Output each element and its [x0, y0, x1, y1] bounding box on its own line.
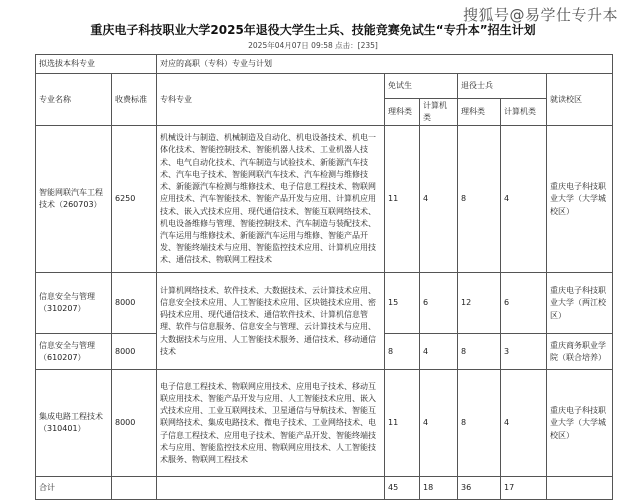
- exempt-science: 11: [385, 126, 420, 273]
- total-exempt-computer: 18: [420, 477, 458, 500]
- exempt-science: 8: [385, 334, 420, 370]
- veteran-computer: 4: [501, 370, 547, 477]
- table-row: [36, 126, 613, 273]
- exempt-science: 11: [385, 370, 420, 477]
- veteran-science: 8: [458, 334, 501, 370]
- total-label: 合计: [36, 477, 112, 500]
- total-exempt-science: 45: [385, 477, 420, 500]
- header-campus: 就读校区: [547, 74, 613, 126]
- enrollment-plan-table: [35, 54, 613, 500]
- exempt-science: 15: [385, 273, 420, 334]
- post-meta: 2025年04月07日 09:58 点击：[235]: [248, 41, 378, 50]
- veteran-science: 12: [458, 273, 501, 334]
- total-campus: [547, 477, 613, 500]
- column-header-row: [36, 74, 613, 99]
- total-row: [36, 477, 613, 500]
- header-major-name: 专业名称: [36, 74, 112, 126]
- header-exempt-science: 理科类: [385, 99, 420, 126]
- vocational-majors: 电子信息工程技术、物联网应用技术、应用电子技术、移动互联应用技术、智能产品开发与应用、人工智能技术应用、嵌入式技术应用、工业互联网技术、卫星通信与导航技术、智能互联网络技术、集成电路技术、微电子技术、工业网络技术、电子信息工程技术、应用电子技术、智能产品开发、智能终端技术与应用、智能监控技术应用、物联网应用技术、人工智能技术服务、物联网工程技术: [157, 370, 385, 477]
- exempt-computer: 6: [420, 273, 458, 334]
- major-name: 信息安全与管理（310207）: [36, 273, 112, 334]
- header-fee: 收费标准: [112, 74, 157, 126]
- veteran-computer: 3: [501, 334, 547, 370]
- veteran-science: 8: [458, 126, 501, 273]
- header-exempt-computer: 计算机类: [420, 99, 458, 126]
- campus: 重庆电子科技职业大学（大学城校区）: [547, 126, 613, 273]
- header-vocational: 对应的高职（专科）专业与计划: [157, 55, 613, 74]
- exempt-computer: 4: [420, 126, 458, 273]
- group-header-row: [36, 55, 613, 74]
- vocational-majors: 计算机网络技术、软件技术、大数据技术、云计算技术应用、信息安全技术应用、人工智能技术应用、区块链技术应用、密码技术应用、现代通信技术、通信软件技术、计算机信息管理、软件与信息服务、信息安全与管理、云计算技术与应用、大数据技术与应用、人工智能技术服务、通信技术、移动通信技术: [157, 273, 385, 370]
- major-name: 集成电路工程技术（310401）: [36, 370, 112, 477]
- major-name: 智能网联汽车工程技术（260703）: [36, 126, 112, 273]
- fee: 6250: [112, 126, 157, 273]
- fee: 8000: [112, 370, 157, 477]
- exempt-computer: 4: [420, 370, 458, 477]
- header-veteran: 退役士兵: [458, 74, 547, 99]
- veteran-computer: 4: [501, 126, 547, 273]
- campus: 重庆商务职业学院（联合培养）: [547, 334, 613, 370]
- campus: 重庆电子科技职业大学（大学城校区）: [547, 370, 613, 477]
- major-name: 信息安全与管理（610207）: [36, 334, 112, 370]
- table-row: [36, 370, 613, 477]
- watermark: 搜狐号@易学仕专升本: [462, 6, 618, 24]
- fee: 8000: [112, 273, 157, 334]
- vocational-majors: 机械设计与制造、机械制造及自动化、机电设备技术、机电一体化技术、智能控制技术、智能机器人技术、工业机器人技术、电气自动化技术、汽车制造与试验技术、新能源汽车技术、汽车电子技术、智能网联汽车技术、汽车检测与维修技术、新能源汽车检测与维修技术、电子信息工程技术、物联网应用技术、汽车智能技术、智能产品开发与应用、计算机应用技术、嵌入式技术应用、现代通信技术、智能互联网络技术、机电设备维修与管理、智能控制技术、汽车制造与装配技术、汽车运用与维修技术、新能源汽车运用与维修、智能产品开发、智能终端技术与应用、智能监控技术应用、计算机应用技术、通信技术、物联网工程技术: [157, 126, 385, 273]
- page-title: 重庆电子科技职业大学2025年退役大学生士兵、技能竞赛免试生“专升本”招生计划: [90, 23, 536, 37]
- header-undergrad: 拟选拔本科专业: [36, 55, 157, 74]
- exempt-computer: 4: [420, 334, 458, 370]
- header-veteran-computer: 计算机类: [501, 99, 547, 126]
- total-fee: [112, 477, 157, 500]
- campus: 重庆电子科技职业大学（两江校区）: [547, 273, 613, 334]
- header-veteran-science: 理科类: [458, 99, 501, 126]
- total-veteran-computer: 17: [501, 477, 547, 500]
- veteran-computer: 6: [501, 273, 547, 334]
- fee: 8000: [112, 334, 157, 370]
- total-veteran-science: 36: [458, 477, 501, 500]
- table-row: [36, 273, 613, 334]
- total-majors: [157, 477, 385, 500]
- header-vocational-majors: 专科专业: [157, 74, 385, 126]
- header-exempt: 免试生: [385, 74, 458, 99]
- veteran-science: 8: [458, 370, 501, 477]
